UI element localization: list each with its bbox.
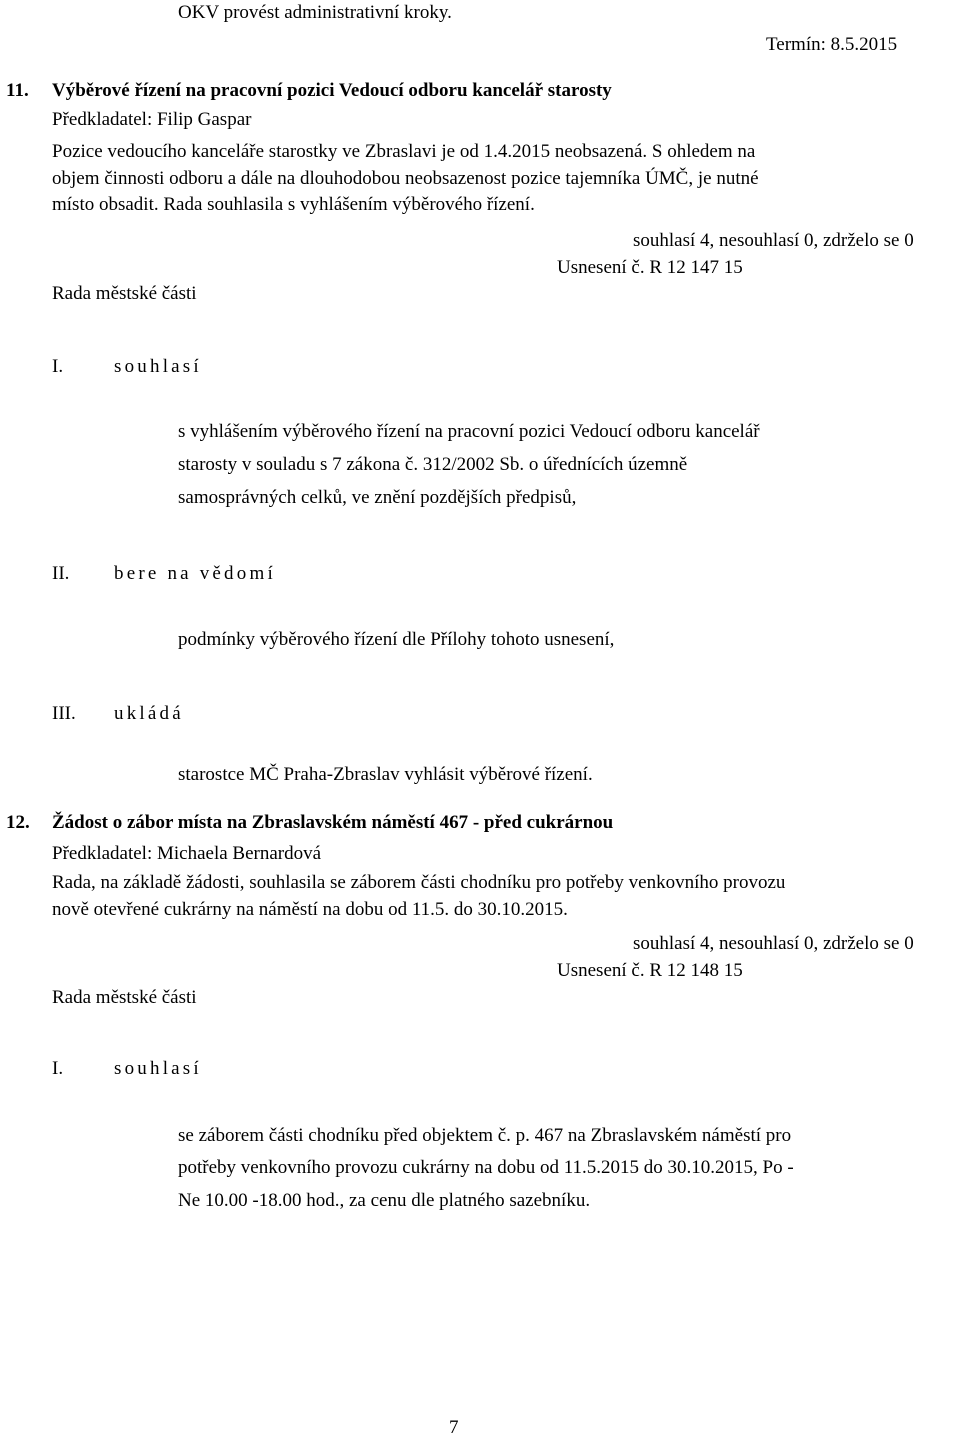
resolution-number: Usnesení č. R 12 147 15 [557,257,743,278]
decision-text-line: samosprávných celků, ve znění pozdějších předpisů, [178,487,577,508]
item-description-line: objem činnosti odboru a dále na dlouhodobou neobsazenost pozice tajemníka ÚMČ, je nutné [52,168,759,189]
decision-text-line: s vyhlášením výběrového řízení na pracovní pozici Vedoucí odboru kancelář [178,421,760,442]
decision-text-line: se záborem části chodníku před objektem č. p. 467 na Zbraslavském náměstí pro [178,1125,792,1146]
item-number: 12. [6,812,30,833]
decision-roman: I. [52,1058,64,1079]
item-description-line: nově otevřené cukrárny na náměstí na dobu od 11.5. do 30.10.2015. [52,899,568,920]
item-presenter: Předkladatel: Michaela Bernardová [52,843,322,864]
top-text: OKV provést administrativní kroky. [178,2,452,23]
decision-roman: II. [52,563,70,584]
item-description-line: Rada, na základě žádosti, souhlasila se záborem části chodníku pro potřeby venkovního provozu [52,872,786,893]
vote-result: souhlasí 4, nesouhlasí 0, zdrželo se 0 [633,230,914,251]
decision-verb: bere na vědomí [114,563,276,584]
item-title: Žádost o zábor místa na Zbraslavském náměstí 467 - před cukrárnou [52,812,614,833]
page-number: 7 [449,1417,459,1438]
decision-verb: souhlasí [114,1058,202,1079]
council-body: Rada městské části [52,987,197,1008]
item-number: 11. [6,80,29,101]
item-title: Výběrové řízení na pracovní pozici Vedoucí odboru kancelář starosty [52,80,612,101]
decision-verb: souhlasí [114,356,202,377]
decision-text-line: Ne 10.00 -18.00 hod., za cenu dle platného sazebníku. [178,1190,591,1211]
decision-text-line: podmínky výběrového řízení dle Přílohy tohoto usnesení, [178,629,615,650]
decision-verb: ukládá [114,703,184,724]
deadline: Termín: 8.5.2015 [766,34,898,55]
item-presenter: Předkladatel: Filip Gaspar [52,109,252,130]
decision-text-line: starostce MČ Praha-Zbraslav vyhlásit výběrové řízení. [178,764,593,785]
item-description-line: Pozice vedoucího kanceláře starostky ve Zbraslavi je od 1.4.2015 neobsazená. S ohledem na [52,141,756,162]
council-body: Rada městské části [52,283,197,304]
vote-result: souhlasí 4, nesouhlasí 0, zdrželo se 0 [633,933,914,954]
decision-roman: I. [52,356,64,377]
decision-text-line: potřeby venkovního provozu cukrárny na dobu od 11.5.2015 do 30.10.2015, Po - [178,1157,794,1178]
item-description-line: místo obsadit. Rada souhlasila s vyhlášením výběrového řízení. [52,194,535,215]
decision-text-line: starosty v souladu s 7 zákona č. 312/2002 Sb. o úřednících územně [178,454,688,475]
decision-roman: III. [52,703,76,724]
resolution-number: Usnesení č. R 12 148 15 [557,960,743,981]
